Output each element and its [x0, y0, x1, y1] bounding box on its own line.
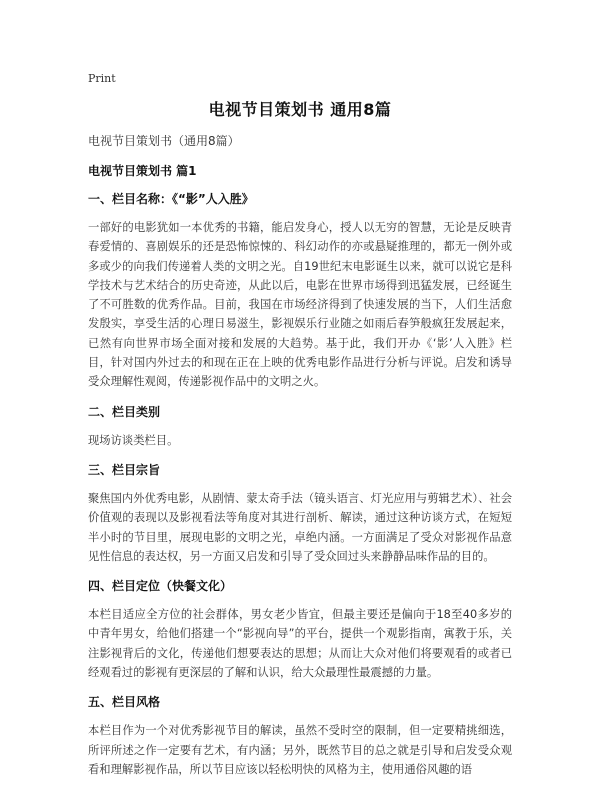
section-heading: 四、栏目定位（快餐文化） [88, 579, 233, 594]
section-paragraph: 一部好的电影犹如一本优秀的书籍，能启发身心，授人以无穷的智慧，无论是反映青春爱情的、喜剧娱乐的还是恐怖惊悚的、科幻动作的亦或悬疑推理的，都无一例外或多或少的向我们传递着人类的文明之光。自19世纪末电影诞生以来，就可以说它是科学技术与艺术结合的历史奇迹，从此以后，电影在世界市场得到迅猛发展，已经诞生了不可胜数的优秀作品。目前，我国在市场经济得到了快速发展的当下，人们生活愈发殷实，享受生活的心理日易滋生，影视娱乐行业随之如雨后春笋般疯狂发展起来，已然有向世界市场全面对接和发展的大趋势。基于此，我们开办《‘影’人入胜》栏目，针对国内外过去的和现在正在上映的优秀电影作品进行分析与评说。启发和诱导受众理解性观阅，传递影视作品中的文明之火。 [88, 221, 512, 389]
section-heading: 三、栏目宗旨 [88, 462, 161, 477]
section-heading: 五、栏目风格 [88, 695, 161, 710]
section-heading: 二、栏目类别 [88, 404, 161, 419]
section-paragraph: 本栏目作为一个对优秀影视节目的解读，虽然不受时空的限制，但一定要精挑细选，所评所述之作一定要有艺术，有内涵；另外，既然节目的总之就是引导和启发受众观看和理解影视作品，所以节目应该以轻松明快的风格为主，使用通俗风趣的语 [88, 724, 512, 776]
section-paragraph: 现场访谈类栏目。 [88, 433, 179, 447]
section-positioning [88, 577, 512, 682]
section-style [88, 693, 512, 779]
document-body [88, 132, 512, 790]
section-name [88, 190, 512, 392]
page-title: 电视节目策划书 通用8篇 [208, 100, 392, 119]
document-subtitle: 电视节目策划书（通用8篇） [88, 134, 240, 148]
section-purpose [88, 461, 512, 566]
section-paragraph: 聚焦国内外优秀电影，从剧情、蒙太奇手法（镜头语言、灯光应用与剪辑艺术）、社会价值观的表现以及影视看法等角度对其进行剖析、解读，通过这种访谈方式，在短短半小时的节目里，展现电影的文明之光，卓绝内涵。一方面满足了受众对影视作品意见性信息的表达权，另一方面又启发和引导了受众回过头来静静品味作品的目的。 [88, 491, 512, 563]
section-category [88, 403, 512, 450]
section-heading: 一、栏目名称：《“影”人入胜》 [88, 192, 254, 206]
article-heading: 电视节目策划书 篇1 [88, 164, 197, 178]
print-link[interactable]: Print [88, 72, 116, 85]
section-paragraph: 本栏目适应全方位的社会群体，男女老少皆宜，但最主要还是偏向于18至40多岁的中青年男女，给他们搭建一个“影视向导”的平台，提供一个观影指南，寓教于乐，关注影视背后的文化，传递他们想要表达的思想；从而让大众对他们将要观看的或者已经观看过的影视有更深层的了解和认识，给大众最理性最震撼的力量。 [88, 608, 512, 680]
